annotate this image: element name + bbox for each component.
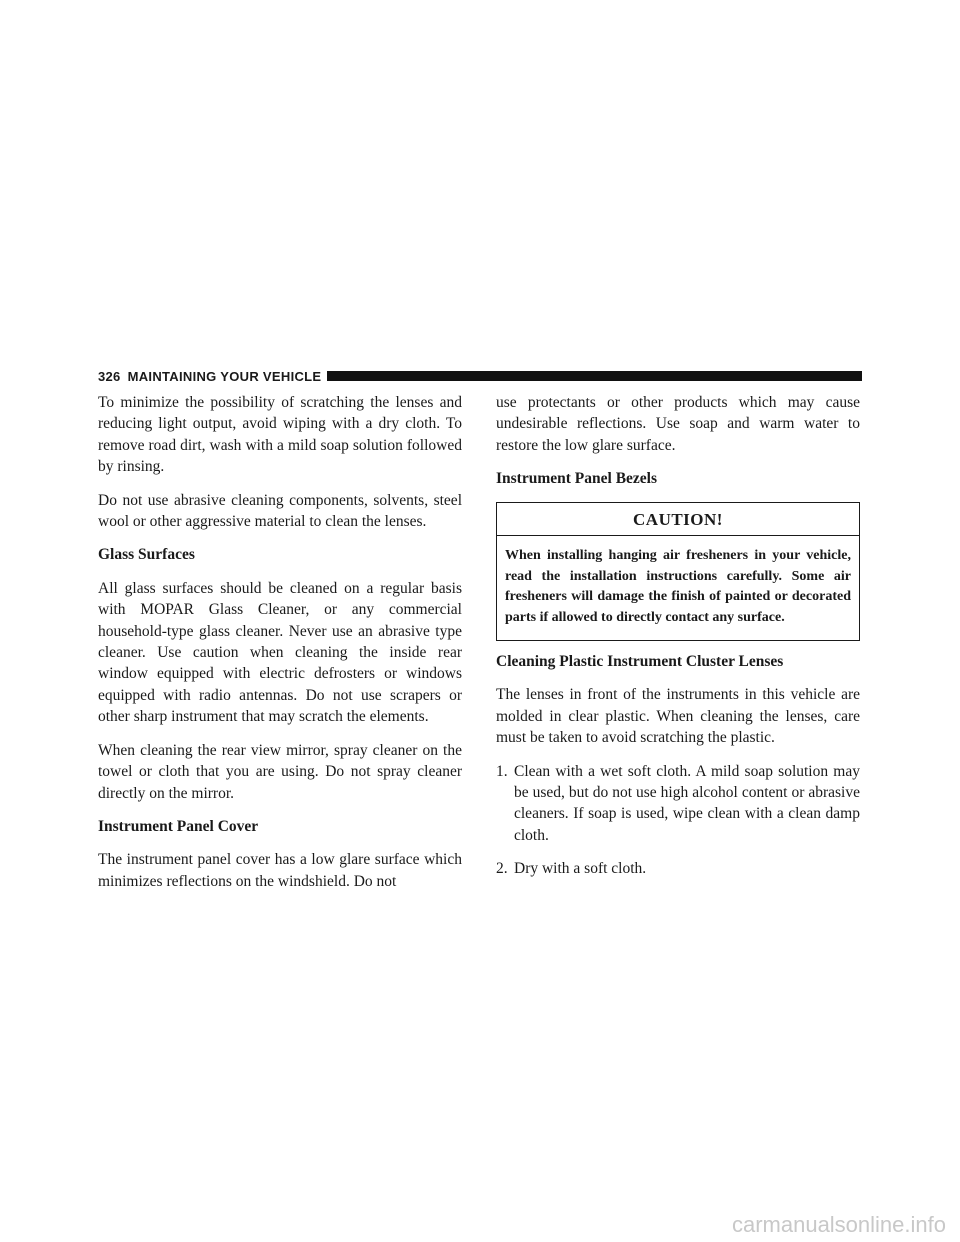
list-item bbox=[496, 761, 860, 847]
caution-title: CAUTION! bbox=[497, 503, 859, 536]
list-item bbox=[496, 858, 860, 879]
header-rule bbox=[327, 371, 862, 381]
page-number: 326 bbox=[98, 368, 121, 384]
paragraph-lens-scratching: To minimize the possibility of scratching the lenses and reducing light output, avoid wiping with a dry cloth. To remove road dirt, wash with a mild soap solution followed by rinsing. bbox=[98, 394, 462, 476]
heading-instrument-panel-cover: Instrument Panel Cover bbox=[98, 817, 259, 835]
heading-cleaning-lenses: Cleaning Plastic Instrument Cluster Lenses bbox=[496, 653, 784, 671]
paragraph-glass-cleaning: All glass surfaces should be cleaned on a regular basis with MOPAR Glass Cleaner, or any commercial household-type glass cleaner. Never use an abrasive type cleaner. Use caution when cleaning the inside rear window equipped with electric defrosters or windows equipped with radio antennas. Do not use scrapers or other sharp instrument that may scratch the elements. bbox=[98, 579, 462, 726]
paragraph-protectants: use protectants or other products which may cause undesirable reflections. Use soap and warm water to restore the low glare surface. bbox=[496, 394, 860, 454]
caution-box bbox=[496, 502, 860, 641]
step-text: Clean with a wet soft cloth. A mild soap solution may be used, but do not use high alcohol content or abrasive cleaners. If soap is used, wipe clean with a clean damp cloth. bbox=[514, 762, 860, 844]
heading-instrument-panel-bezels: Instrument Panel Bezels bbox=[496, 470, 658, 488]
paragraph-mirror-cleaning: When cleaning the rear view mirror, spray cleaner on the towel or cloth that you are using. Do not spray cleaner directly on the mirror. bbox=[98, 741, 462, 802]
heading-glass-surfaces: Glass Surfaces bbox=[98, 546, 195, 564]
step-number: 1. bbox=[496, 762, 508, 780]
cleaning-steps-list bbox=[496, 761, 860, 880]
paragraph-panel-cover: The instrument panel cover has a low glare surface which minimizes reflections on the windshield. Do not bbox=[98, 851, 462, 890]
paragraph-lenses-intro: The lenses in front of the instruments in this vehicle are molded in clear plastic. When cleaning the lenses, care must be taken to avoid scratching the plastic. bbox=[496, 686, 860, 747]
step-number: 2. bbox=[496, 860, 508, 878]
section-title: MAINTAINING YOUR VEHICLE bbox=[127, 368, 322, 384]
watermark: carmanualsonline.info bbox=[731, 1212, 946, 1237]
page-header bbox=[98, 366, 862, 386]
left-column bbox=[98, 392, 462, 904]
caution-text: When installing hanging air fresheners in your vehicle, read the installation instructions carefully. Some air fresheners will damage the finish of painted or decorated parts if allowed to directly contact any surface. bbox=[505, 548, 851, 625]
paragraph-abrasive-warning: Do not use abrasive cleaning components, solvents, steel wool or other aggressive material to clean the lenses. bbox=[98, 491, 462, 531]
right-column bbox=[496, 392, 860, 892]
step-text: Dry with a soft cloth. bbox=[514, 860, 647, 878]
